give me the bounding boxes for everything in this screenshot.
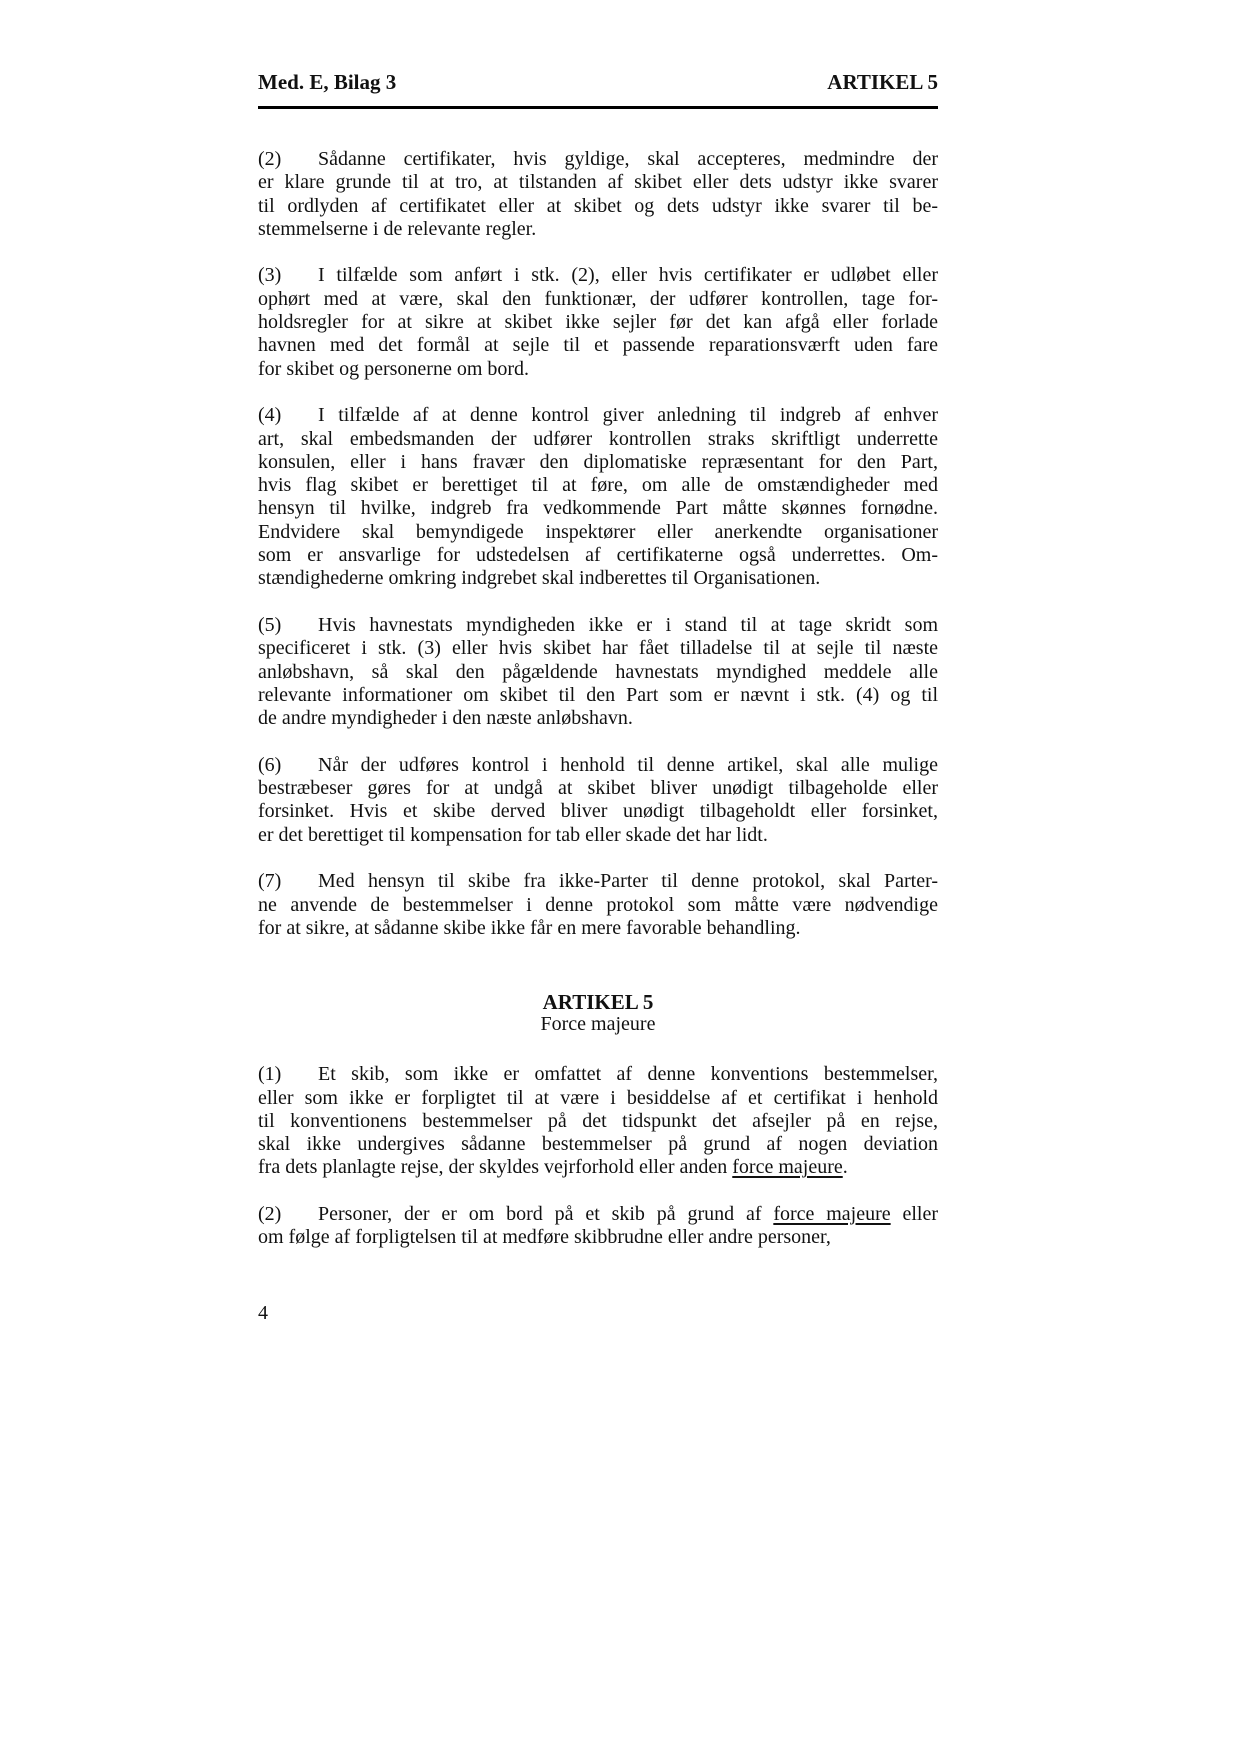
paragraph: [258, 870, 938, 940]
article-subtitle: Force majeure: [540, 1013, 656, 1036]
text-line: [258, 661, 938, 684]
paragraph-number: (7): [258, 870, 282, 893]
paragraph: [258, 1063, 938, 1179]
text-segment: I tilfælde som anført i stk. (2), eller hvis certifikater er udløbet eller: [318, 264, 938, 287]
paragraph: [258, 1203, 938, 1250]
paragraph: [258, 754, 938, 847]
text-line: [258, 148, 938, 171]
text-segment: stemmelserne i de relevante regler.: [258, 217, 537, 240]
text-line: [258, 614, 938, 637]
underlined-term: force majeure: [732, 1156, 843, 1179]
paragraph: [258, 404, 938, 590]
text-segment: konsulen, eller i hans fravær den diplomatiske repræsentant for den Part,: [258, 450, 938, 473]
text-line: [258, 1133, 938, 1156]
paragraph: [258, 614, 938, 730]
text-segment: eller: [890, 1203, 938, 1226]
paragraph: [258, 148, 938, 241]
text-line: [258, 218, 938, 241]
text-line: [258, 497, 938, 520]
paragraph-number: (3): [258, 264, 282, 287]
text-segment: holdsregler for at sikre at skibet ikke sejler før det kan afgå eller forlade: [258, 311, 938, 334]
text-segment: fra dets planlagte rejse, der skyldes vejrforhold eller anden: [258, 1156, 733, 1179]
text-line: [258, 334, 938, 357]
text-line: [258, 637, 938, 660]
text-line: [258, 544, 938, 567]
header-right: ARTIKEL 5: [827, 70, 938, 94]
article-heading: [258, 991, 938, 1035]
text-line: [258, 800, 938, 823]
text-line: [258, 288, 938, 311]
text-line: [258, 1063, 938, 1086]
text-line: [258, 777, 938, 800]
text-segment: forsinket. Hvis et skibe derved bliver unødigt tilbageholdt eller forsinket,: [258, 800, 938, 823]
text-segment: som er ansvarlige for udstedelsen af certifikaterne også underrettes. Om-: [258, 544, 938, 567]
text-line: [258, 358, 938, 381]
text-segment: anløbshavn, så skal den pågældende havnestats myndighed meddele alle: [258, 660, 938, 683]
text-line: [258, 567, 938, 590]
text-segment: bestræbeser gøres for at undgå at skibet bliver unødigt tilbageholde eller: [258, 777, 938, 800]
text-segment: Et skib, som ikke er omfattet af denne konventions bestemmelser,: [318, 1063, 938, 1086]
text-segment: Hvis havnestats myndigheden ikke er i stand til at tage skridt som: [318, 613, 938, 636]
text-segment: til konventionens bestemmelser på det tidspunkt det afsejler på en rejse,: [258, 1109, 938, 1132]
text-segment: specificeret i stk. (3) eller hvis skibet har fået tilladelse til at sejle til næste: [258, 637, 938, 660]
text-segment: er klare grunde til at tro, at tilstanden af skibet eller dets udstyr ikke svarer: [258, 171, 938, 194]
page-number: 4: [258, 1302, 268, 1324]
paragraph-number: (2): [258, 1203, 282, 1226]
text-segment: til ordlyden af certifikatet eller at skibet og dets udstyr ikke svarer til be-: [258, 194, 938, 217]
text-segment: ophørt med at være, skal den funktionær, der udfører kontrollen, tage for-: [258, 287, 938, 310]
paragraph-number: (1): [258, 1063, 282, 1086]
text-segment: havnen med det formål at sejle til et passende reparationsværft uden fare: [258, 334, 938, 357]
header-rule: [258, 106, 938, 109]
text-line: [258, 264, 938, 287]
text-line: [258, 754, 938, 777]
article-body: [258, 1063, 938, 1249]
text-segment: Når der udføres kontrol i henhold til denne artikel, skal alle mulige: [318, 753, 938, 776]
text-segment: hvis flag skibet er berettiget til at føre, om alle de omstændigheder med: [258, 474, 938, 497]
text-segment: Personer, der er om bord på et skib på grund af: [318, 1203, 774, 1226]
paragraph-number: (4): [258, 404, 282, 427]
text-segment: .: [842, 1156, 848, 1179]
running-header: [258, 70, 938, 96]
text-segment: relevante informationer om skibet til den Part som er nævnt i stk. (4) og til: [258, 683, 938, 706]
text-segment: Endvidere skal bemyndigede inspektører eller anerkendte organisationer: [258, 520, 938, 543]
text-line: [258, 684, 938, 707]
text-segment: I tilfælde af at denne kontrol giver anledning til indgreb af enhver: [318, 404, 938, 427]
text-line: [258, 404, 938, 427]
paragraph-number: (6): [258, 753, 282, 776]
text-line: [258, 870, 938, 893]
underlined-term: force majeure: [773, 1203, 891, 1226]
text-line: [258, 824, 938, 847]
text-line: [258, 428, 938, 451]
text-segment: stændighederne omkring indgrebet skal indberettes til Organisationen.: [258, 567, 821, 590]
text-segment: skal ikke undergives sådanne bestemmelser på grund af nogen deviation: [258, 1133, 938, 1156]
text-line: [258, 894, 938, 917]
text-line: [258, 474, 938, 497]
text-line: [258, 707, 938, 730]
text-segment: er det berettiget til kompensation for tab eller skade det har lidt.: [258, 823, 768, 846]
paragraph: [258, 264, 938, 380]
text-line: [258, 1110, 938, 1133]
text-line: [258, 917, 938, 940]
text-line: [258, 1087, 938, 1110]
text-segment: de andre myndigheder i den næste anløbshavn.: [258, 707, 633, 730]
text-line: [258, 1203, 938, 1226]
body-text: [258, 148, 938, 963]
paragraph-number: (2): [258, 148, 282, 170]
header-left: Med. E, Bilag 3: [258, 70, 397, 94]
text-segment: ne anvende de bestemmelser i denne protokol som måtte være nødvendige: [258, 893, 938, 916]
text-segment: art, skal embedsmanden der udfører kontrollen straks skriftligt underrette: [258, 427, 938, 450]
text-segment: Sådanne certifikater, hvis gyldige, skal accepteres, medmindre der: [318, 148, 938, 170]
article-title: ARTIKEL 5: [542, 990, 654, 1014]
text-line: [258, 521, 938, 544]
article-section: [258, 991, 938, 1273]
text-line: [258, 195, 938, 218]
text-segment: Med hensyn til skibe fra ikke-Parter til denne protokol, skal Parter-: [318, 870, 938, 893]
text-segment: eller som ikke er forpligtet til at være i besiddelse af et certifikat i henhold: [258, 1086, 938, 1109]
text-line: [258, 1226, 938, 1249]
text-line: [258, 311, 938, 334]
paragraph-number: (5): [258, 613, 282, 636]
text-line: [258, 451, 938, 474]
text-segment: om følge af forpligtelsen til at medføre skibbrudne eller andre personer,: [258, 1226, 831, 1249]
text-segment: hensyn til hvilke, indgreb fra vedkommende Part måtte skønnes fornødne.: [258, 497, 938, 520]
text-line: [258, 171, 938, 194]
text-line: [258, 1156, 938, 1179]
text-segment: for skibet og personerne om bord.: [258, 357, 530, 380]
text-segment: for at sikre, at sådanne skibe ikke får en mere favorable behandling.: [258, 916, 801, 939]
